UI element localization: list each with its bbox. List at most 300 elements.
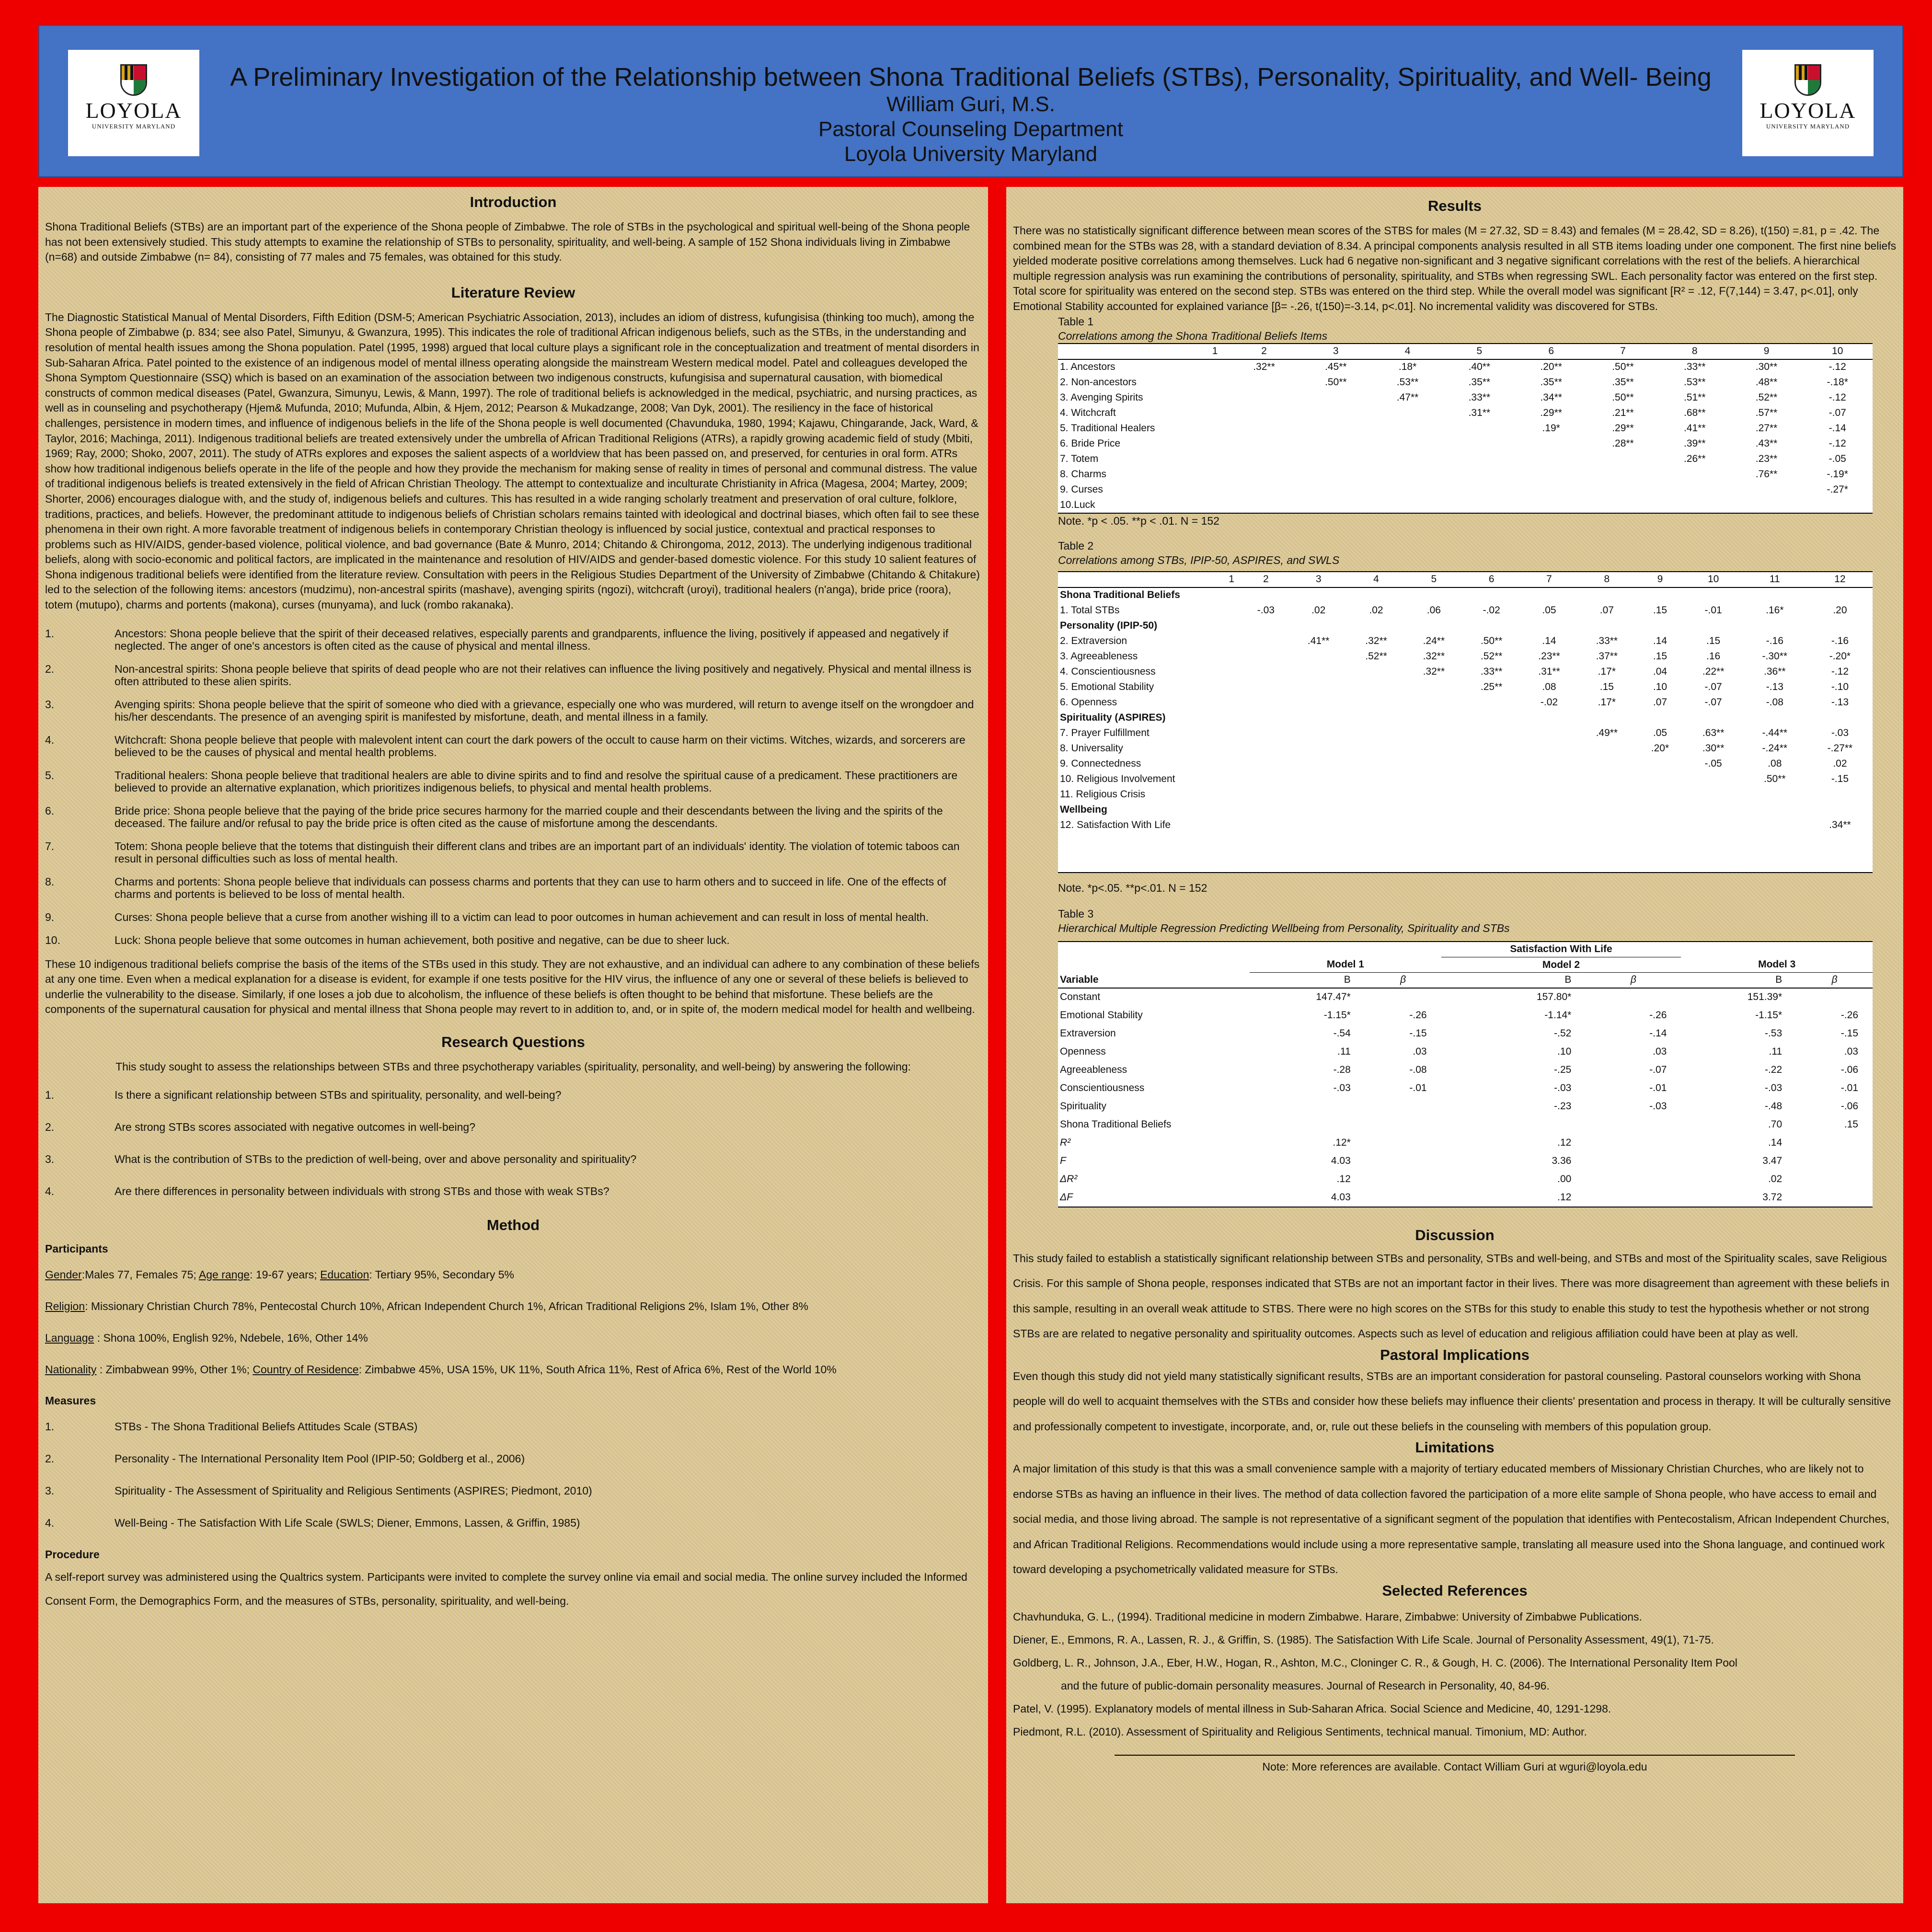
table-row <box>1058 421 1873 436</box>
table-cell <box>1463 756 1520 771</box>
table-cell <box>1242 664 1289 679</box>
table-cell: -.20* <box>1829 650 1851 662</box>
beta-header: β <box>1796 973 1873 988</box>
column-header: 5 <box>1405 572 1462 587</box>
table-cell <box>1372 451 1444 467</box>
table-cell <box>1636 817 1685 833</box>
item-text: Traditional healers: Shona people believe that traditional healers are able to divine spirits and to find and resolve the spiritual cause of a predicament. These practitioners are believed to provide an alternative explanation, which prioritizes indigenous beliefs, to physical and mental health problems. <box>115 769 958 794</box>
introduction-text: Shona Traditional Beliefs (STBs) are an important part of the experience of the Shona people of Zimbabwe. The role of STBs in the psychological and spiritual well-being of the Shona people has not been extensively studied. This study attempts to examine the relationship of STBs to personality, spirituality, and well-being. A sample of 152 Shona individuals living in Zimbabwe (n=68) and outside Zimbabwe (n= 84), consisting of 77 males and 75 females, was obtained for this study. <box>45 220 970 264</box>
table-cell <box>1228 482 1300 497</box>
row-label: 4. Conscientiousness <box>1060 666 1156 677</box>
table-row <box>1058 679 1873 695</box>
table-cell: -1.15* <box>1323 1009 1351 1021</box>
row-label: 5. Traditional Healers <box>1060 422 1155 434</box>
column-header: 5 <box>1443 344 1515 359</box>
row-label: Agreeableness <box>1060 1064 1127 1075</box>
table-cell: .45** <box>1325 361 1347 373</box>
table-cell: .52** <box>1365 650 1387 662</box>
table-cell <box>1586 1152 1681 1170</box>
row-label: 8. Charms <box>1060 468 1106 480</box>
table-cell: -.12 <box>1831 666 1849 677</box>
b-header: B <box>1441 973 1586 988</box>
table-cell <box>1515 436 1587 451</box>
table-cell <box>1300 482 1372 497</box>
table-cell <box>1372 482 1444 497</box>
section-label: Shona Traditional Beliefs <box>1060 589 1180 601</box>
table2-label: Table 2 <box>1058 539 1094 552</box>
table-cell: -.02 <box>1540 696 1558 708</box>
table-cell <box>1242 817 1289 833</box>
belief-item <box>45 627 981 652</box>
table-cell: .15 <box>1599 681 1614 692</box>
table3-label: Table 3 <box>1058 907 1094 920</box>
belief-item <box>45 875 981 900</box>
table-row <box>1058 664 1873 679</box>
table-cell: -1.15* <box>1755 1009 1782 1021</box>
table-cell <box>1515 467 1587 482</box>
item-number: 8. <box>45 875 55 888</box>
references-list <box>1013 1605 1897 1743</box>
row-label: 7. Totem <box>1060 453 1099 464</box>
belief-item <box>45 698 981 723</box>
table-cell <box>1587 482 1659 497</box>
table-cell <box>1802 497 1873 513</box>
discussion-text: This study failed to establish a statistically significant relationship between STBs and personality, STBs and well-being, and STBs and most of the Spirituality scales, save Religious Crisis. For this sample of Shona people, responses indicated that STBs are not an important factor in their lives. There was more disagreement than agreement with these beliefs in this sample, resulting in an overall weak attitude to STBS. There were no high scores on the STBs for this study to enable this study to test the hypothesis whether or not strong STBs are are related to negative personality and spirituality outcomes. Aspects such as level of education and religious affiliation could have been at play as well. <box>1013 1252 1890 1340</box>
table-cell: -.02 <box>1483 604 1500 616</box>
table-cell: -.07 <box>1828 407 1846 418</box>
item-number: 4. <box>45 1516 55 1529</box>
table-cell <box>1300 451 1372 467</box>
table-cell <box>1578 771 1635 787</box>
row-label: Spirituality <box>1060 1100 1106 1112</box>
table-cell: .29** <box>1612 422 1634 434</box>
research-question <box>45 1184 981 1198</box>
column-header: 2 <box>1242 572 1289 587</box>
table-row <box>1058 1152 1873 1170</box>
table1-note: Note. *p < .05. **p < .01. N = 152 <box>1058 514 1219 527</box>
logo-subtext: UNIVERSITY MARYLAND <box>1766 123 1850 130</box>
table-row <box>1058 375 1873 390</box>
table-cell <box>1520 741 1578 756</box>
table-cell: .49** <box>1596 727 1618 738</box>
beta-header: β <box>1586 973 1681 988</box>
table-cell <box>1659 467 1731 482</box>
column-header: 1 <box>1202 344 1228 359</box>
table-row <box>1058 405 1873 421</box>
table-cell: -.14 <box>1828 422 1846 434</box>
measure-item <box>45 1516 981 1530</box>
section-label: Personality (IPIP-50) <box>1060 620 1158 631</box>
table-cell <box>1221 741 1242 756</box>
table-cell <box>1221 771 1242 787</box>
table-cell <box>1520 817 1578 833</box>
model2-header: Model 2 <box>1441 957 1681 973</box>
table-cell <box>1520 787 1578 802</box>
table-cell: .53** <box>1683 376 1706 388</box>
item-number: 3. <box>45 1484 55 1497</box>
table-cell: -.01 <box>1409 1082 1427 1093</box>
table-cell <box>1659 482 1731 497</box>
table-cell <box>1250 1116 1365 1134</box>
author-name: William Guri, M.S. <box>886 92 1055 116</box>
table-cell: -.07 <box>1704 681 1722 692</box>
limitations-heading: Limitations <box>1415 1439 1495 1456</box>
table-cell <box>1242 741 1289 756</box>
table-cell: .32** <box>1423 666 1445 677</box>
table-cell <box>1796 1188 1873 1207</box>
table-cell: -.44** <box>1762 727 1788 738</box>
header-text <box>212 62 1730 167</box>
table-cell <box>1807 787 1873 802</box>
table-cell <box>1587 451 1659 467</box>
table-cell: .41** <box>1683 422 1706 434</box>
table-cell: .04 <box>1653 666 1668 677</box>
table-cell <box>1242 679 1289 695</box>
table-cell <box>1731 482 1803 497</box>
item-text: Luck: Shona people believe that some outcomes in human achievement, both positive and negative, can be due to sheer luck. <box>115 933 730 946</box>
research-question-list <box>45 1088 981 1198</box>
table-cell: -.15 <box>1840 1027 1858 1039</box>
table-cell <box>1228 405 1300 421</box>
row-label: 12. Satisfaction With Life <box>1060 819 1171 830</box>
table-cell <box>1347 771 1405 787</box>
table-cell <box>1242 633 1289 649</box>
item-text: Well-Being - The Satisfaction With Life Scale (SWLS; Diener, Emmons, Lassen, & Griffin, 1985) <box>115 1516 580 1529</box>
table-cell: -.08 <box>1766 696 1783 708</box>
table-cell <box>1221 695 1242 710</box>
table-cell: .29** <box>1540 407 1562 418</box>
table-cell: -.24** <box>1762 742 1788 754</box>
table-cell: .02 <box>1311 604 1326 616</box>
table-cell: -.03 <box>1333 1082 1351 1093</box>
table-cell <box>1372 405 1444 421</box>
table-cell <box>1221 756 1242 771</box>
column-header: 12 <box>1807 572 1873 587</box>
table-row <box>1058 649 1873 664</box>
table-cell <box>1372 467 1444 482</box>
item-text: Is there a significant relationship between STBs and spirituality, personality, and well-being? <box>115 1088 562 1101</box>
table-cell: .20* <box>1651 742 1669 754</box>
item-text: Bride price: Shona people believe that the paying of the bride price secures harmony for the married couple and their descendants between the living and the spirits of the deceased. The failure and/or refusal to pay the bride price is often cited as the cause of misfortune among the descendants. <box>115 804 943 829</box>
measure-item <box>45 1484 981 1498</box>
table-cell: -.27** <box>1827 742 1853 754</box>
table-cell <box>1463 771 1520 787</box>
table-cell <box>1290 679 1347 695</box>
table-row <box>1058 587 1873 603</box>
table-cell <box>1463 787 1520 802</box>
column-header: 9 <box>1636 572 1685 587</box>
table-cell: .22** <box>1702 666 1725 677</box>
table-cell: -.12 <box>1828 361 1846 373</box>
table-cell: .70 <box>1768 1118 1782 1130</box>
table1-label: Table 1 <box>1058 315 1094 328</box>
table-row <box>1058 603 1873 618</box>
table-cell <box>1221 603 1242 618</box>
table-cell: .23** <box>1755 453 1778 464</box>
row-label: Constant <box>1060 991 1101 1003</box>
table-cell: .23** <box>1538 650 1560 662</box>
table-cell: -.16 <box>1766 635 1783 646</box>
table-cell <box>1347 664 1405 679</box>
table-cell <box>1347 787 1405 802</box>
row-label: 5. Emotional Stability <box>1060 681 1154 692</box>
table2 <box>1058 571 1873 873</box>
table-cell <box>1242 771 1289 787</box>
table-cell <box>1463 725 1520 741</box>
table-cell <box>1636 771 1685 787</box>
table-cell: -.28 <box>1333 1064 1351 1075</box>
table-cell: -.15 <box>1409 1027 1427 1039</box>
item-text: Personality - The International Personality Item Pool (IPIP-50; Goldberg et al., 2006) <box>115 1452 525 1465</box>
table-cell <box>1578 787 1635 802</box>
table-cell <box>1578 741 1635 756</box>
table-cell <box>1300 390 1372 405</box>
table-cell <box>1731 497 1803 513</box>
table-cell: .08 <box>1542 681 1556 692</box>
column-header: 4 <box>1347 572 1405 587</box>
model1-header: Model 1 <box>1250 957 1441 973</box>
column-header: 7 <box>1520 572 1578 587</box>
table-cell <box>1578 817 1635 833</box>
table-cell: .34** <box>1540 391 1562 403</box>
item-text: Are strong STBs scores associated with negative outcomes in well-being? <box>115 1120 475 1133</box>
row-label: Extraversion <box>1060 1027 1116 1039</box>
table-cell <box>1515 482 1587 497</box>
table-row <box>1058 618 1873 633</box>
table-cell: .32** <box>1365 635 1387 646</box>
table-cell <box>1228 390 1300 405</box>
poster-title: A Preliminary Investigation of the Relationship between Shona Traditional Beliefs (STBs), Personality, Spirituality, and Well- Being <box>230 63 1712 92</box>
table-cell <box>1684 787 1742 802</box>
research-questions-heading: Research Questions <box>441 1034 585 1051</box>
item-number: 4. <box>45 733 55 746</box>
table-cell: -.18* <box>1827 376 1848 388</box>
belief-list <box>45 627 981 946</box>
table-cell <box>1347 725 1405 741</box>
table-cell <box>1202 390 1228 405</box>
table-cell: .43** <box>1755 437 1778 449</box>
measures-list <box>45 1420 981 1530</box>
table-cell: .02 <box>1833 758 1847 769</box>
column-header: 6 <box>1463 572 1520 587</box>
table-cell <box>1202 436 1228 451</box>
table-cell: .47** <box>1396 391 1419 403</box>
table-cell <box>1443 436 1515 451</box>
table-cell: .07 <box>1653 696 1668 708</box>
table-cell <box>1290 725 1347 741</box>
table-cell: -.26 <box>1409 1009 1427 1021</box>
table-row <box>1058 741 1873 756</box>
logo-name: LOYOLA <box>85 98 182 123</box>
table-cell: 4.03 <box>1331 1155 1351 1166</box>
item-text: STBs - The Shona Traditional Beliefs Attitudes Scale (STBAS) <box>115 1420 418 1433</box>
table-cell: .15 <box>1653 650 1668 662</box>
table-cell <box>1347 695 1405 710</box>
row-label: 2. Extraversion <box>1060 635 1127 646</box>
table-cell: .30** <box>1755 361 1778 373</box>
table-row <box>1058 817 1873 833</box>
table1-title: Correlations among the Shona Traditional Beliefs Items <box>1058 329 1328 342</box>
table-cell <box>1290 787 1347 802</box>
table-cell: -.14 <box>1649 1027 1667 1039</box>
table-cell <box>1221 664 1242 679</box>
table-cell: .35** <box>1612 376 1634 388</box>
table-cell: .14 <box>1768 1137 1782 1148</box>
belief-item <box>45 769 981 794</box>
table-cell: -.52 <box>1554 1027 1572 1039</box>
table-cell: .20 <box>1833 604 1847 616</box>
table-cell <box>1242 787 1289 802</box>
table-cell <box>1659 497 1731 513</box>
table-cell: -.03 <box>1649 1100 1667 1112</box>
table-cell <box>1587 497 1659 513</box>
table-cell: -.13 <box>1766 681 1783 692</box>
table-cell: -.12 <box>1828 391 1846 403</box>
table-cell: .15 <box>1706 635 1721 646</box>
column-header: 3 <box>1290 572 1347 587</box>
table-cell <box>1202 482 1228 497</box>
table-cell: -.03 <box>1257 604 1275 616</box>
table-cell: -.03 <box>1764 1082 1782 1093</box>
table-cell: 147.47* <box>1316 991 1351 1003</box>
row-label: 1. Ancestors <box>1060 361 1116 373</box>
measure-item <box>45 1420 981 1434</box>
row-label: Openness <box>1060 1046 1106 1057</box>
table-cell: .12* <box>1333 1137 1351 1148</box>
table-cell <box>1290 649 1347 664</box>
row-label: 2. Non-ancestors <box>1060 376 1137 388</box>
table-cell <box>1405 817 1462 833</box>
table-cell: -.12 <box>1828 437 1846 449</box>
table-cell <box>1202 451 1228 467</box>
table-cell <box>1347 679 1405 695</box>
table-cell <box>1796 1152 1873 1170</box>
table-cell: .06 <box>1426 604 1441 616</box>
table-cell <box>1405 725 1462 741</box>
table-cell: .27** <box>1755 422 1778 434</box>
table-cell: .52** <box>1755 391 1778 403</box>
table-cell <box>1443 451 1515 467</box>
table-cell <box>1242 725 1289 741</box>
university-name: Loyola University Maryland <box>844 142 1098 166</box>
research-question <box>45 1120 981 1134</box>
column-header: 11 <box>1742 572 1807 587</box>
table-cell: -.01 <box>1704 604 1722 616</box>
table-cell <box>1228 451 1300 467</box>
table-cell: -.06 <box>1840 1064 1858 1075</box>
table-cell: 3.72 <box>1762 1191 1782 1203</box>
table-cell: -1.14* <box>1544 1009 1572 1021</box>
limitations-text: A major limitation of this study is that this was a small convenience sample with a majority of tertiary educated members of Missionary Christian Churches, who are likely not to endorse STBs as having an influence in their lives. The method of data collection favored the participation of a more elite sample of Shona people, who have access to email and social media, and those living abroad. The sample is not representative of a significant segment of the population that identifies with Pentecostalism, African Independent Churches, and African Traditional Religions. Recommendations would include using a more representative sample, translating all measure used into the Shona language, and continued work toward developing a psychometrically validated measure for STBs. <box>1013 1462 1890 1576</box>
table-cell: .48** <box>1755 376 1778 388</box>
table-cell: 151.39* <box>1747 991 1782 1003</box>
row-label: Emotional Stability <box>1060 1009 1143 1021</box>
table-row <box>1058 1097 1873 1116</box>
row-label: 10. Religious Involvement <box>1060 773 1175 784</box>
item-text: Curses: Shona people believe that a curse from another wishing ill to a victim can lead to poor outcomes in human achievement and can result in loss of mental health. <box>115 910 929 923</box>
table-cell <box>1365 1134 1441 1152</box>
table-cell <box>1202 375 1228 390</box>
row-label: 9. Curses <box>1060 483 1103 495</box>
poster-header <box>38 25 1903 177</box>
table-cell: .12 <box>1557 1137 1572 1148</box>
table2-title: Correlations among STBs, IPIP-50, ASPIRES, and SWLS <box>1058 553 1340 566</box>
table-cell: 3.36 <box>1552 1155 1572 1166</box>
table-cell <box>1520 725 1578 741</box>
table-cell: .34** <box>1829 819 1851 830</box>
table-cell: .33** <box>1596 635 1618 646</box>
table-cell: -.07 <box>1704 696 1722 708</box>
table-cell <box>1290 664 1347 679</box>
table-cell <box>1586 1116 1681 1134</box>
table-cell: -.13 <box>1831 696 1849 708</box>
table-row <box>1058 771 1873 787</box>
table-cell: -.06 <box>1840 1100 1858 1112</box>
table-cell: .50** <box>1612 361 1634 373</box>
table-cell <box>1221 679 1242 695</box>
table-cell: -.26 <box>1840 1009 1858 1021</box>
table-cell: .17* <box>1598 696 1616 708</box>
table-cell: -.16 <box>1831 635 1849 646</box>
table-cell <box>1290 817 1347 833</box>
table-cell <box>1365 1097 1441 1116</box>
table-cell <box>1290 771 1347 787</box>
research-question <box>45 1088 981 1102</box>
table-cell <box>1347 756 1405 771</box>
procedure-label: Procedure <box>45 1548 100 1561</box>
table-row <box>1058 1170 1873 1188</box>
table-row <box>1058 756 1873 771</box>
table-cell <box>1742 817 1807 833</box>
table-cell: .10 <box>1653 681 1668 692</box>
table-cell <box>1586 1170 1681 1188</box>
model3-header: Model 3 <box>1681 957 1873 973</box>
table-cell: .37** <box>1596 650 1618 662</box>
results-text: There was no statistically significant difference between mean scores of the STBS for males (M = 27.32, SD = 8.43) and females (M = 28.42, SD = 8.26), t(150) =.81, p = .42. The combined mean for the STBs was 28, with a standard deviation of 8.34. A principal components analysis resulted in all STB items loading under one component. The first nine beliefs yielded moderate positive correlations among themselves. Luck had 6 negative non-significant and 3 negative significant correlations with the rest of the beliefs. A hierarchical multiple regression analysis was run examining the contributions of personality, spirituality, and STBs when regressing SWL. Each personality factor was entered on the first step. Total score for spirituality was entered on the second step. STBs was entered on the third step. While the overall model was significant [R² = .12, F(7,144) = 3.47, p<.01], only Emotional Stability accounted for explained variance [β= -.26, t(150)=-3.14, p<.01]. No incremental validity was discovered for STBs. <box>1013 224 1897 312</box>
research-questions-intro: This study sought to assess the relationships between STBs and three psychotherapy variables (spirituality, personality, and well-being) by answering the following: <box>115 1060 911 1073</box>
table-cell <box>1372 421 1444 436</box>
item-number: 3. <box>45 698 55 711</box>
row-label: 1. Total STBs <box>1060 604 1120 616</box>
table-row <box>1058 451 1873 467</box>
table-cell <box>1441 1116 1586 1134</box>
belief-item <box>45 805 981 829</box>
table-cell: .10 <box>1557 1046 1572 1057</box>
table-cell <box>1405 695 1462 710</box>
literature-paragraph-2: These 10 indigenous traditional beliefs comprise the basis of the items of the STBs used in this study. They are not exhaustive, and an individual can adhere to any combination of these beliefs at any one time. Even when a medical explanation for a disease is evident, for example if one tests positive for the HIV virus, the influence of any one or several of these beliefs is believed to underlie the vulnerability to the disease. Similarly, if one loses a job due to alcoholism, the influence of these beliefs is often thought to be behind that misfortune. These beliefs are the components of the supernatural causation for physical and mental illness that Shona people may revert to in addition to, and, or in spite of, the modern medical model for health and wellbeing. <box>45 957 980 1016</box>
section-label: Spirituality (ASPIRES) <box>1060 712 1166 723</box>
row-label: ΔR² <box>1060 1173 1078 1184</box>
loyola-shield-icon <box>1794 64 1821 96</box>
table-cell <box>1228 375 1300 390</box>
results-heading: Results <box>1428 197 1482 214</box>
table-cell: -.54 <box>1333 1027 1351 1039</box>
table-cell <box>1636 787 1685 802</box>
table-cell: -.25 <box>1554 1064 1572 1075</box>
table-cell <box>1228 467 1300 482</box>
table-cell: .15 <box>1844 1118 1858 1130</box>
table-cell: .50** <box>1480 635 1503 646</box>
table-cell <box>1221 649 1242 664</box>
column-header: 2 <box>1228 344 1300 359</box>
table-cell <box>1463 695 1520 710</box>
demographics-nationality: Nationality : Zimbabwean 99%, Other 1%; Country of Residence: Zimbabwe 45%, USA 15%, UK 11%, South Africa 11%, Rest of Africa 6%, Rest of the World 10% <box>45 1363 837 1376</box>
table-cell: .26** <box>1683 453 1706 464</box>
section-label: Wellbeing <box>1060 804 1107 815</box>
table-cell <box>1202 421 1228 436</box>
reference-item: Diener, E., Emmons, R. A., Lassen, R. J., & Griffin, S. (1985). The Satisfaction With Life Scale. Journal of Personality Assessment, 49(1), 71-75. <box>1013 1633 1714 1646</box>
table3-super-header: Satisfaction With Life <box>1441 942 1681 957</box>
